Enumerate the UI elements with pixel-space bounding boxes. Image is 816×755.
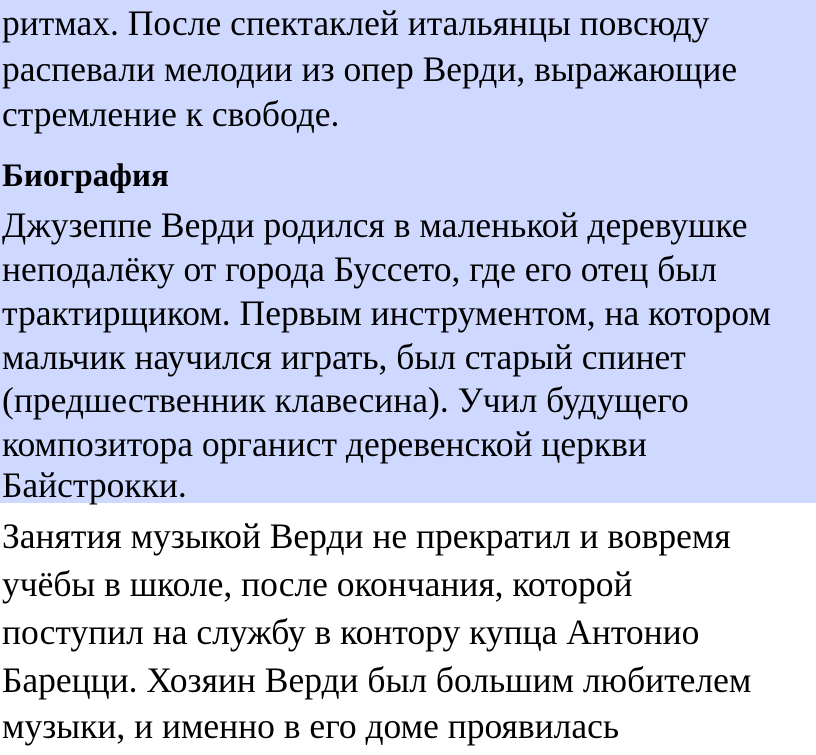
text-line: неподалёку от города Буссето, где его отец был (2, 249, 717, 289)
text-line: Занятия музыкой Верди не прекратил и вовремя (2, 516, 731, 556)
section-heading: Биография (2, 158, 169, 194)
text-line: музыки, и именно в его доме проявилась (2, 706, 620, 746)
text-line: Барецци. Хозяин Верди был большим любителем (2, 660, 752, 700)
text-line: (предшественник клавесина). Учил будущего (2, 380, 689, 420)
text-line: Джузеппе Верди родился в маленькой деревушке (2, 205, 748, 245)
text-line: композитора органист деревенской церкви (2, 424, 647, 464)
text-line: распевали мелодии из опер Верди, выражающие (2, 49, 738, 89)
text-line: стремление к свободе. (2, 94, 340, 134)
text-line: ритмах. После спектаклей итальянцы повсюду (2, 3, 710, 43)
text-line: учёбы в школе, после окончания, которой (2, 564, 633, 604)
text-line: поступил на службу в контору купца Антонио (2, 612, 700, 652)
text-line: трактирщиком. Первым инструментом, на котором (2, 293, 771, 333)
text-line: Байстрокки. (2, 465, 187, 505)
text-line: мальчик научился играть, был старый спинет (2, 337, 686, 377)
